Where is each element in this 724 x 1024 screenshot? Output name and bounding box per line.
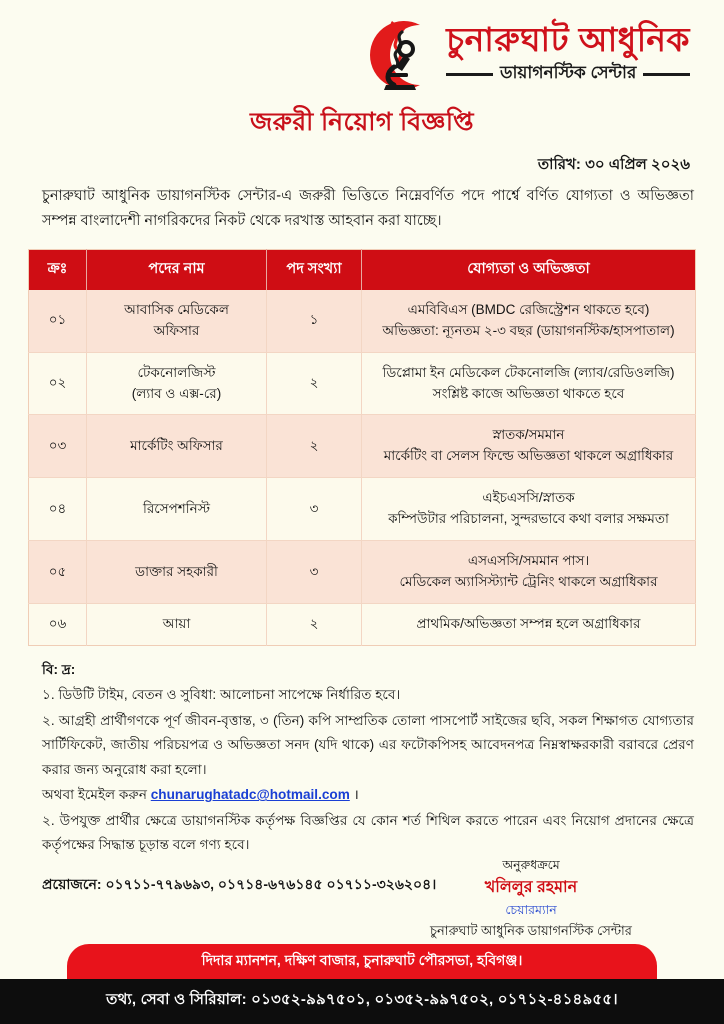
qual-line2: কম্পিউটার পরিচালনা, সুন্দরভাবে কথা বলার সক্ষমতা	[388, 511, 669, 527]
qual-line1: এইচএসসি/স্নাতক	[482, 490, 575, 506]
post-name-line2: (ল্যাব ও এক্স-রে)	[131, 385, 222, 401]
signature-block	[366, 856, 696, 940]
post-name-line1: টেকনোলজিস্ট	[137, 364, 216, 380]
cell-post-name	[87, 603, 267, 645]
signature-prefix: অনুরুধক্রমে	[502, 858, 560, 872]
post-name-line1: রিসেপশনিস্ট	[143, 500, 210, 516]
cell-post-name	[87, 415, 267, 478]
cell-post-count: ২	[267, 603, 362, 645]
table-row	[29, 541, 696, 604]
qual-line1: এসএসসি/সমমান পাস।	[467, 553, 590, 569]
microscope-dna-crescent-logo-icon	[356, 15, 440, 95]
post-name-line1: আবাসিক মেডিকেল	[124, 301, 229, 317]
cell-post-count: ২	[267, 352, 362, 415]
qual-line1: ডিপ্লোমা ইন মেডিকেল টেকনোলজি (ল্যাব/রেডিওলজি)	[382, 364, 675, 380]
jobs-table	[28, 249, 696, 646]
email-link[interactable]: chunarughatadc@hotmail.com	[150, 787, 350, 803]
cell-serial: ০২	[29, 352, 87, 415]
cell-qualification	[362, 290, 696, 352]
cell-qualification	[362, 415, 696, 478]
qual-line2: সংশ্লিষ্ট কাজে অভিজ্ঞতা থাকতে হবে	[432, 385, 625, 401]
brand-name: চুনারুঘাট আধুনিক	[446, 20, 690, 58]
table-row	[29, 352, 696, 415]
cell-qualification	[362, 478, 696, 541]
email-prefix-text: অথবা ইমেইল করুন	[42, 787, 151, 803]
notice-date: তারিখ: ৩০ এপ্রিল ২০২৬	[537, 156, 690, 173]
page-title: জরুরী নিয়োগ বিজ্ঞপ্তি	[250, 108, 474, 136]
table-header-row	[29, 249, 696, 290]
page-header	[0, 0, 724, 100]
notes-section	[0, 646, 724, 858]
contact-phones: প্রয়োজনে: ০১৭১১-৭৭৯৬৯৩, ০১৭১৪-৬৭৬১৪৫ ০১৭১১-৩২৬২০৪।	[42, 875, 437, 892]
qual-line1: স্নাতক/সমমান	[492, 427, 565, 443]
th-post-name: পদের নাম	[87, 249, 267, 290]
jobs-table-head	[29, 249, 696, 290]
brand-subtitle-row	[446, 60, 690, 88]
page-footer	[0, 944, 724, 1024]
cell-post-name	[87, 478, 267, 541]
cell-post-name	[87, 352, 267, 415]
intro-paragraph: চুনারুঘাট আধুনিক ডায়াগনস্টিক সেন্টার-এ জরুরী ভিত্তিতে নিম্নেবর্ণিত পদে পার্শ্বে বর্ণিত যোগ্যতা ও অভিজ্ঞতা সম্পন্ন বাংলাদেশী নাগরিকদের নিকট থেকে দরখাস্ত আহবান করা যাচ্ছে।	[42, 188, 694, 230]
note-item-3: ২. উপযুক্ত প্রার্থীর ক্ষেত্রে ডায়াগনস্টিক কর্তৃপক্ষ বিজ্ঞপ্তির যে কোন শর্ত শিথিল করতে পারেন এবং নিয়োগ প্রদানের ক্ষেত্রে কর্তৃপক্ষের সিদ্ধান্ত চূড়ান্ত বলে গণ্য হবে।	[42, 812, 694, 853]
qual-line1: প্রাথমিক/অভিজ্ঞতা সম্পন্ন হলে অগ্রাধিকার	[416, 615, 641, 631]
notes-heading: বি: দ্র:	[42, 661, 76, 677]
email-suffix-text: ।	[349, 787, 359, 803]
note-email-line	[42, 783, 694, 807]
cell-serial: ০৩	[29, 415, 87, 478]
qual-line1: এমবিবিএস (BMDC রেজিস্ট্রেশন থাকতে হবে)	[407, 301, 650, 317]
cell-post-name	[87, 290, 267, 352]
note-item-1: ১. ডিউটি টাইম, বেতন ও সুবিধা: আলোচনা সাপেক্ষে নির্ধারিত হবে।	[42, 687, 401, 703]
th-post-count: পদ সংখ্যা	[267, 249, 362, 290]
cell-serial: ০৬	[29, 603, 87, 645]
cell-serial: ০৪	[29, 478, 87, 541]
cell-qualification	[362, 352, 696, 415]
qual-line2: মার্কেটিং বা সেলস ফিল্ডে অভিজ্ঞতা থাকলে অগ্রাধিকার	[383, 448, 674, 464]
rule-left	[446, 73, 493, 76]
cell-qualification	[362, 541, 696, 604]
post-name-line1: ডাক্তার সহকারী	[135, 563, 218, 579]
th-qualification: যোগ্যতা ও অভিজ্ঞতা	[362, 249, 696, 290]
cell-serial: ০৫	[29, 541, 87, 604]
table-row	[29, 290, 696, 352]
qual-line2: মেডিকেল অ্যাসিস্ট্যান্ট ট্রেনিং থাকলে অগ্রাধিকার	[399, 574, 658, 590]
note-item-2: ২. আগ্রহী প্রার্থীগণকে পূর্ণ জীবন-বৃত্তান্ত, ৩ (তিন) কপি সাম্প্রতিক তোলা পাসপোর্ট সাইজের ছবি, সকল শিক্ষাগত যোগ্যতার সার্টিফিকেট, জাতীয় পরিচয়পত্র ও অভিজ্ঞতা সনদ (যদি থাকে) এর ফটোকপিসহ আবেদনপত্র নিম্নস্বাক্ষরকারী বরাবরে প্রেরণ করার জন্য অনুরোধ করা হলো।	[42, 712, 694, 777]
signature-role: চেয়ারম্যান	[505, 902, 557, 917]
signature-name: খলিলুর রহমান	[484, 878, 578, 896]
rule-right	[643, 73, 690, 76]
table-row	[29, 478, 696, 541]
post-name-line1: মার্কেটিং অফিসার	[130, 437, 223, 453]
jobs-table-body	[29, 290, 696, 646]
footer-address: দিদার ম্যানশন, দক্ষিণ বাজার, চুনারুঘাট পৌরসভা, হবিগঞ্জ।	[67, 944, 657, 979]
brand-subtitle: ডায়াগনস্টিক সেন্টার	[499, 63, 637, 83]
table-row	[29, 603, 696, 645]
footer-contact-bar: তথ্য, সেবা ও সিরিয়াল: ০১৩৫২-৯৯৭৫০১, ০১৩৫২-৯৯৭৫০২, ০১৭১২-৪১৪৯৫৫।	[0, 979, 724, 1024]
qual-line2: অভিজ্ঞতা: ন্যূনতম ২-৩ বছর (ডায়াগনস্টিক/হাসপাতাল)	[382, 322, 675, 338]
cell-qualification	[362, 603, 696, 645]
post-name-line1: আয়া	[162, 615, 191, 631]
table-row	[29, 415, 696, 478]
cell-post-count: ২	[267, 415, 362, 478]
jobs-table-wrap	[0, 235, 724, 646]
cell-post-count: ৩	[267, 541, 362, 604]
cell-post-count: ৩	[267, 478, 362, 541]
cell-post-count: ১	[267, 290, 362, 352]
post-name-line2: অফিসার	[153, 322, 200, 338]
cell-serial: ০১	[29, 290, 87, 352]
signature-org: চুনারুঘাট আধুনিক ডায়াগনস্টিক সেন্টার	[430, 922, 632, 938]
th-serial: ক্রঃ	[29, 249, 87, 290]
brand-text	[446, 22, 690, 89]
cell-post-name	[87, 541, 267, 604]
